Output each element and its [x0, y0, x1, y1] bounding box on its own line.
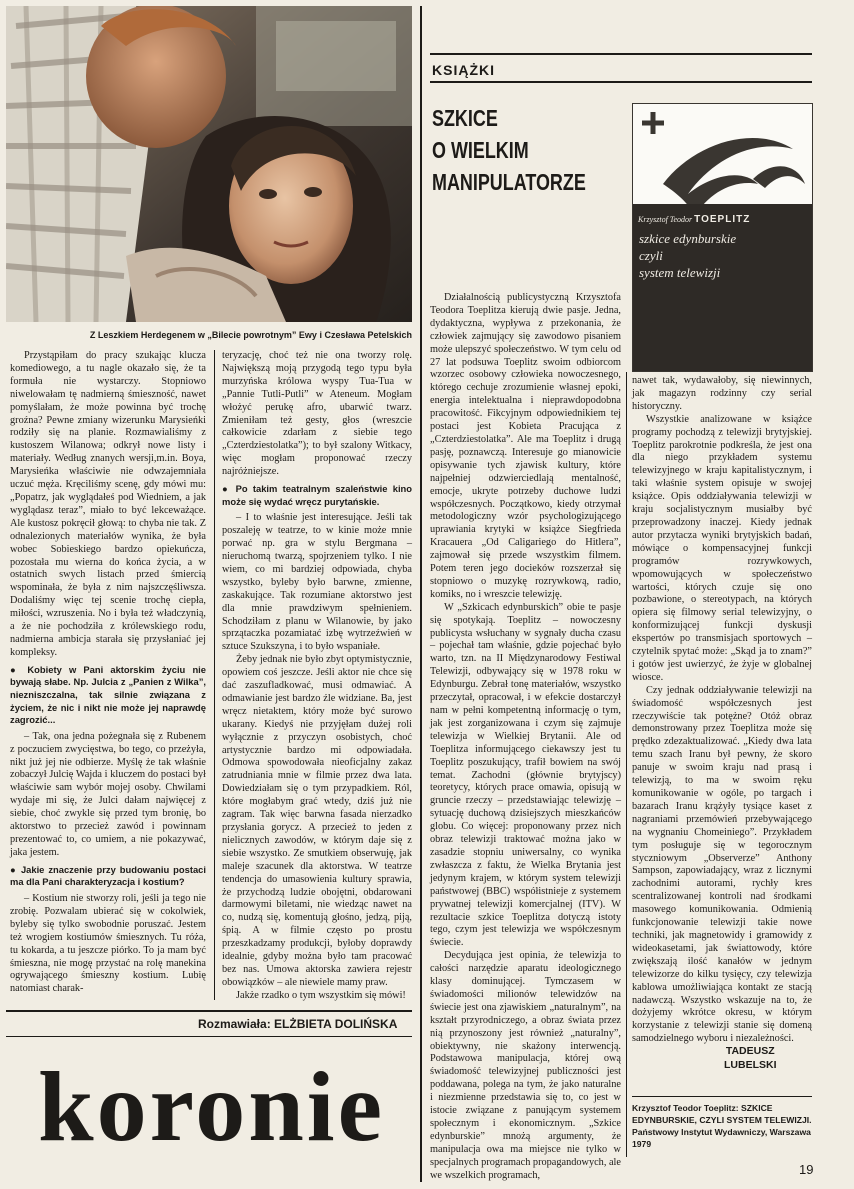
interview-column-1 [10, 350, 206, 996]
byline-rule-bottom [6, 1036, 412, 1037]
page-number: 19 [799, 1162, 814, 1177]
paragraph: Decydująca jest opinia, że telewizja to całości narzędzie aparatu ideologicznego klasy dominującej. Tymczasem w świadomości milionów telewidzów na świecie jest ona zjawiskiem „naturalnym”, na kształt przyrodniczego, a obraz świata przez nią przynoszony jest również „naturalny”, obiektywny, nie skażony interwencją. Podstawowa manipulacja, której ową świadomość telewizyjnej publiczności jest poddawana, polega na tym, że jako naturalne i niezmienne przedstawia się to, co jest w istocie związane z panującym systemem społecznym i ekonomicznym. „Szkice edynburskie” mnożą argumenty, że manipulacja owa ma miejsce nie tylko w specjalnych programach propagandowych, ale we wszelkich programach, [430, 950, 621, 1181]
film-still-photo [6, 6, 412, 322]
paragraph: – I to właśnie jest interesujące. Jeśli tak poszaleję w teatrze, to w kinie może mnie porwać np. gra w stylu Bergmana – nieruchomą twarzą, spojrzeniem tylko. I nie wiem, co mi bardziej odpowiada, chyba wszystko, byleby było barwne, zmienne, zaskakujące. Tak rozumiane aktorstwo jest dla mnie prawdziwym spełnieniem. Schodziłam z planu w Wilanowie, by jako sprzątaczka pozamiatać izbę wytrzeźwień w sztuce Szukszyna, i to było wspaniałe. [222, 512, 412, 653]
paragraph: teryzację, choć też nie ona tworzy rolę. Największą moją przygodą tego typu była murzyńska królowa wyspy Tua-Tua w „Pannie Tutli-Putli” w Ateneum. Mogłam włożyć perukę afro, ubarwić twarz. Zmieniłam też gesty, głos (wreszcie całkowicie zdarłam z siebie tego „Czterdziestolatka”); to był szalony Witkacy, więc mogłam proponować rzeczy najróżniejsze. [222, 350, 412, 478]
book-ref-rule [632, 1096, 812, 1097]
cover-title-line: szkice edynburskie [639, 231, 737, 246]
signature-line: LUBELSKI [724, 1059, 777, 1071]
headline-line: SZKICE [432, 105, 498, 131]
photo-illustration [6, 6, 412, 322]
paragraph: Wszystkie analizowane w książce programy pochodzą z telewizji brytyjskiej. Toeplitz parokrotnie podkreśla, że jest ona dla niego przykładem systemu telewizyjnego w kraju kapitalistycznym, i taki właśnie system opisuje w swojej książce. Opis oddziaływania telewizji w kraju socjalistycznym musiałby być przeprowadzony inaczej. Kiedy jednak autor przytacza wyniki brytyjskich badań, mówiące o kompensacyjnej funkcji programów rozrywkowych, wpomowujących w społeczeństwo wartości, których czuje się ono pozbawione, o stereotypach, na których opiera się filmowy serial telewizyjny, o konformizującej funkcji dyskusji ekspertów po transmisjach sportowych – czytelnik spytać może: „Skąd ja to znam?” i gotów jest uwierzyć, że żyje w globalnej wiosce. [632, 413, 812, 683]
review-column-2 [632, 375, 812, 1046]
section-rule-top [430, 53, 812, 55]
signature-line: TADEUSZ [725, 1045, 775, 1057]
interview-column-2 [222, 350, 412, 1003]
paragraph: – Tak, ona jedna pożegnała się z Rubenem z poczuciem zwycięstwa, bo tego, co przeżyła, nikt już jej nie odbierze. Myślę że tak właśnie zobaczył Julcię Wajda i kluczem do postaci był właściwie sam wybór mojej osoby. Chwilami wydaje mi się, że Julci dałam najwięcej z siebie, choć zwykle się przed tym bronię, bo aktorstwo to przecież zawód i powinnam prezentować to, co umiem, a nie pokazywać, jaka jestem. [10, 730, 206, 858]
byline-rule [6, 1010, 412, 1012]
paragraph: – Kostium nie stworzy roli, jeśli ja tego nie zrobię. Pozwalam ubierać się w cokolwiek, byleby się tylko swobodnie poruszać. Jestem też wrogiem kostiumów śmiesznych. Tu róża, tu kokarda, a tu jeszcze piórko. To ja mam być śmieszna, nie mogę przystać na rolę manekina ogrywającego śmieszny kostium. Lubię natomiast charak- [10, 892, 206, 995]
interview-question: ● Jakie znaczenie przy budowaniu postaci ma dla Pani charakteryzacja i kostium? [10, 864, 206, 889]
headline-fragment: koronie [38, 1051, 385, 1162]
cover-title-line: system telewizji [639, 265, 721, 280]
page-divider [420, 6, 422, 1182]
review-signature [724, 1044, 777, 1072]
photo-caption: Z Leszkiem Herdegenem w „Bilecie powrotnym” Ewy i Czesława Petelskich [89, 330, 412, 340]
review-column-1 [430, 292, 621, 1183]
section-label: KSIĄŻKI [432, 62, 495, 78]
cover-title-line: czyli [639, 248, 663, 263]
paragraph: Przystąpiłam do pracy szukając klucza komediowego, a tu nagle okazało się, że ta formuła nie wystarczy. Stopniowo niwelowałam tę nadmierną śmieszność, nawet pomyślałam, że może powinna być trochę groźna? Pewne zmiany wizerunku Marysieńki rodziły się na planie. Rozmawialiśmy z kustoszem Wilanowa; odkrył nowe listy i materiały. Według znanych wersji,m.in. Boya, Marysieńka właściwie nie odwzajemniała uczuć męża. Kręciliśmy scenę, gdy mówi mu: „Popatrz, jak wyglądałeś pod Wiedniem, a jak wyglądasz teraz”, miało to być lekceważące. Ale kustosz pokręcił głową: to chyba nie tak. Z odnalezionych materiałów wynika, że była wobec Sobieskiego bardzo opiekuńcza, pozostała mu wierna do końca życia, a w ostatnich swych listach przed śmiercią wspominała, że była z nim najszczęśliwsza. Dodaliśmy więc tej scenie trochę ciepła, miłości, wzruszenia. No i była też władczynią, a że nie pochodziła z królewskiego rodu, nadmierna ambicja starała się przysłaniać jej kompleksy. [10, 350, 206, 658]
cover-author-first: Krzysztof Teodor [638, 215, 693, 224]
byline-name: ELŻBIETA DOLIŃSKA [274, 1017, 398, 1031]
headline-line: MANIPULATORZE [432, 169, 586, 195]
paragraph: Jakże rzadko o tym wszystkim się mówi! [236, 989, 406, 1001]
book-reference: Krzysztof Teodor Toeplitz: SZKICE EDYNBURSKIE, CZYLI SYSTEM TELEWIZJI. Państwowy Instytut Wydawniczy, Warszawa 1979 [632, 1103, 812, 1149]
review-column-divider [626, 372, 627, 1157]
paragraph: Działalnością publicystyczną Krzysztofa Teodora Toeplitza kierują dwie pasje. Jedna, dydaktyczna, wypływa z przekonania, że człowiek zajmujący się zawodowo pisaniem może ulepszyć społeczeństwo. W tym celu od 27 lat podsuwa Toeplitz swoim odbiorcom wzorzec osobowy człowieka nowoczesnego, którego cechuje zrozumienie własnej epoki, energia intelektualna i nieprawdopodobna pracowitość. Fikcyjnym odpowiednikiem tej postaci jest Kobieta Pracująca z „Czterdziestolatka”. Ale ma Toeplitz i drugą pasję, poznawczą. Interesuje go mianowicie opisywanie tych zjawisk kultury, które najpełniej odzwierciedlają mentalność, emocje, ukryte potrzeby duchowe ludzi współczesnych. Początkowo, kiedy otrzymał metodologiczny wzór psychologizującego uprawiania krytyki w książce Siegfrieda Kracauera „Od Caligariego do Hitlera”, zajmował się przede wszystkim filmem. Potem teren jego docieków rozszerzał się stopniowo o muzykę rozrywkową, radio, komiks, no i wreszcie telewizję. [430, 292, 621, 600]
book-cover [632, 103, 813, 372]
cover-author [638, 214, 750, 225]
cover-author-last: TOEPLITZ [694, 214, 751, 225]
byline-label: Rozmawiała: [198, 1017, 271, 1031]
section-rule-bottom [430, 81, 812, 83]
paragraph: nawet tak, wydawałoby, się niewinnych, jak magazyn rodzinny czy serial historyczny. [632, 375, 812, 412]
headline-line: O WIELKIM [432, 137, 529, 163]
interview-question: ● Po takim teatralnym szaleństwie kino może się wydać wręcz purytańskie. [222, 483, 412, 508]
paragraph: W „Szkicach edynburskich” obie te pasje się spotykają. Toeplitz – nowoczesny publicysta wsłuchany w sygnały ducha czasu – pojechał tam właśnie, gdzie pojechać było warto, tzn. na II Międzynarodowy Festiwal Telewizji, odbywający się w 1978 roku w Edynburgu. Zebrał tonę materiałów, wszystko przeczytał, opracował, i w efekcie dostarczył nam w pełni kompetentną informację o tym, jak jest zorganizowana i czym się zajmuje telewizja w Wielkiej Brytanii. Ale od Toeplitza informującego ciekawszy jest tu Toeplitz poszukujący, trafił bowiem na swój temat. Zachodni (głównie brytyjscy) teoretycy, których prace omawia, opisują w gruncie rzeczy – przedstawiając telewizję – sytuację duchową dzisiejszych mieszkańców globu. Co więcej: proponowany przez nich obraz telewizji traktować można jako w zasadzie stopniu uniwersalny, co wynika zwłaszcza z faktu, że Wielka Brytania jest jedynym krajem, w którym system telewizji państwowej (BBC) współistnieje z systemem prywatnej telewizji komercjalnej (ITV). W rezultacie szkice Toeplitza dotyczą istoty tego, czym jest telewizja we współczesnym świecie. [430, 601, 621, 949]
interview-question: ● Kobiety w Pani aktorskim życiu nie bywają słabe. Np. Julcia z „Panien z Wilka”, niezniszczalna, tak silnie związana z życiem, że nic i nikt nie może jej naprawdę zagrozić... [10, 664, 206, 727]
paragraph: Żeby jednak nie było zbyt optymistycznie, opowiem coś jeszcze. Jeśli aktor nie chce się dać zaszufladkować, musi odmawiać. A odmawianie jest bardzo źle widziane. Ba, jest wręcz nietaktem, który może być surowo ukarany. Kiedyś nie przyjęłam dużej roli wyłącznie z przyczyn osobistych, choć artystycznie bardzo mi odpowiadała. Odmowa spowodowała nieoficjalny zakaz zatrudniania mnie w filmie przez dwa lata. Dowiedziałam się o tym przypadkiem. Ról, które mogłabym grać wtedy, dziś już nie zagram. Tak więc barwna fasada nierzadko przysłania gorycz. A przecież to jeden z nielicznych zawodów, w którym daje się z siebie wszystko. Ze smutkiem obserwuję, jak maleje szacunek dla aktorstwa. W teatrze tendencja do umasowienia kultury sprawia, że przychodzą ludzie obojętni, obdarowani darmowymi biletami, nie wiedząc nawet na co, nudzą się, komentują głośno, jedzą, piją, śpią. A w filmie często po prostu przeszkadzamy produkcji, byłoby doprawdy idealnie, gdyby można było tam pracować bez nas. Umowa aktorska zawiera rejestr obowiązków – ale niewiele mamy praw. [222, 654, 412, 988]
interview-column-divider [214, 350, 215, 1000]
review-headline [432, 102, 586, 198]
paragraph: Czy jednak oddziaływanie telewizji na świadomość współczesnych jest rzeczywiście tak potężne? Otóż obraz demonstrowany przez Toeplitza może się prędko zdezaktualizować. „Kiedy dwa lata temu szach Iranu był pewny, że skoro panuje w swoim kraju nad prasą i telewizją, to ma w swoim ręku komunikowanie w ogóle, po targach i bazarach Iranu krążyły tysiące kaset z nagraniami przemówień przebywającego na wygnaniu Chomeiniego”. Przykładem tym posługuje się w tegorocznym styczniowym „Observerze” Anthony Sampson, zapowiadający, wraz z licznymi zachodnimi autorami, rychły kres scentralizowanej kontroli nad środkami masowego komunikowania. Odmienią funkcjonowanie telewizji takie nowe techniki, jak magnetowidy i gramowidy z wideokasetami, jak świattowody, które zwiększają ilość kanałów w jednym telewizorze do kilku tysięcy, czy telewizja kablowa umożliwiająca kontakt ze stacją nadawczą. Wszystko wskazuje na to, że dożyjemy wkrótce okresu, w którym korzystanie z telewizji stanie się domeną samodzielnego wyboru i niezależności. [632, 684, 812, 1045]
cover-title [639, 230, 809, 281]
cover-dark-band [633, 306, 812, 371]
interview-byline [198, 1017, 397, 1031]
